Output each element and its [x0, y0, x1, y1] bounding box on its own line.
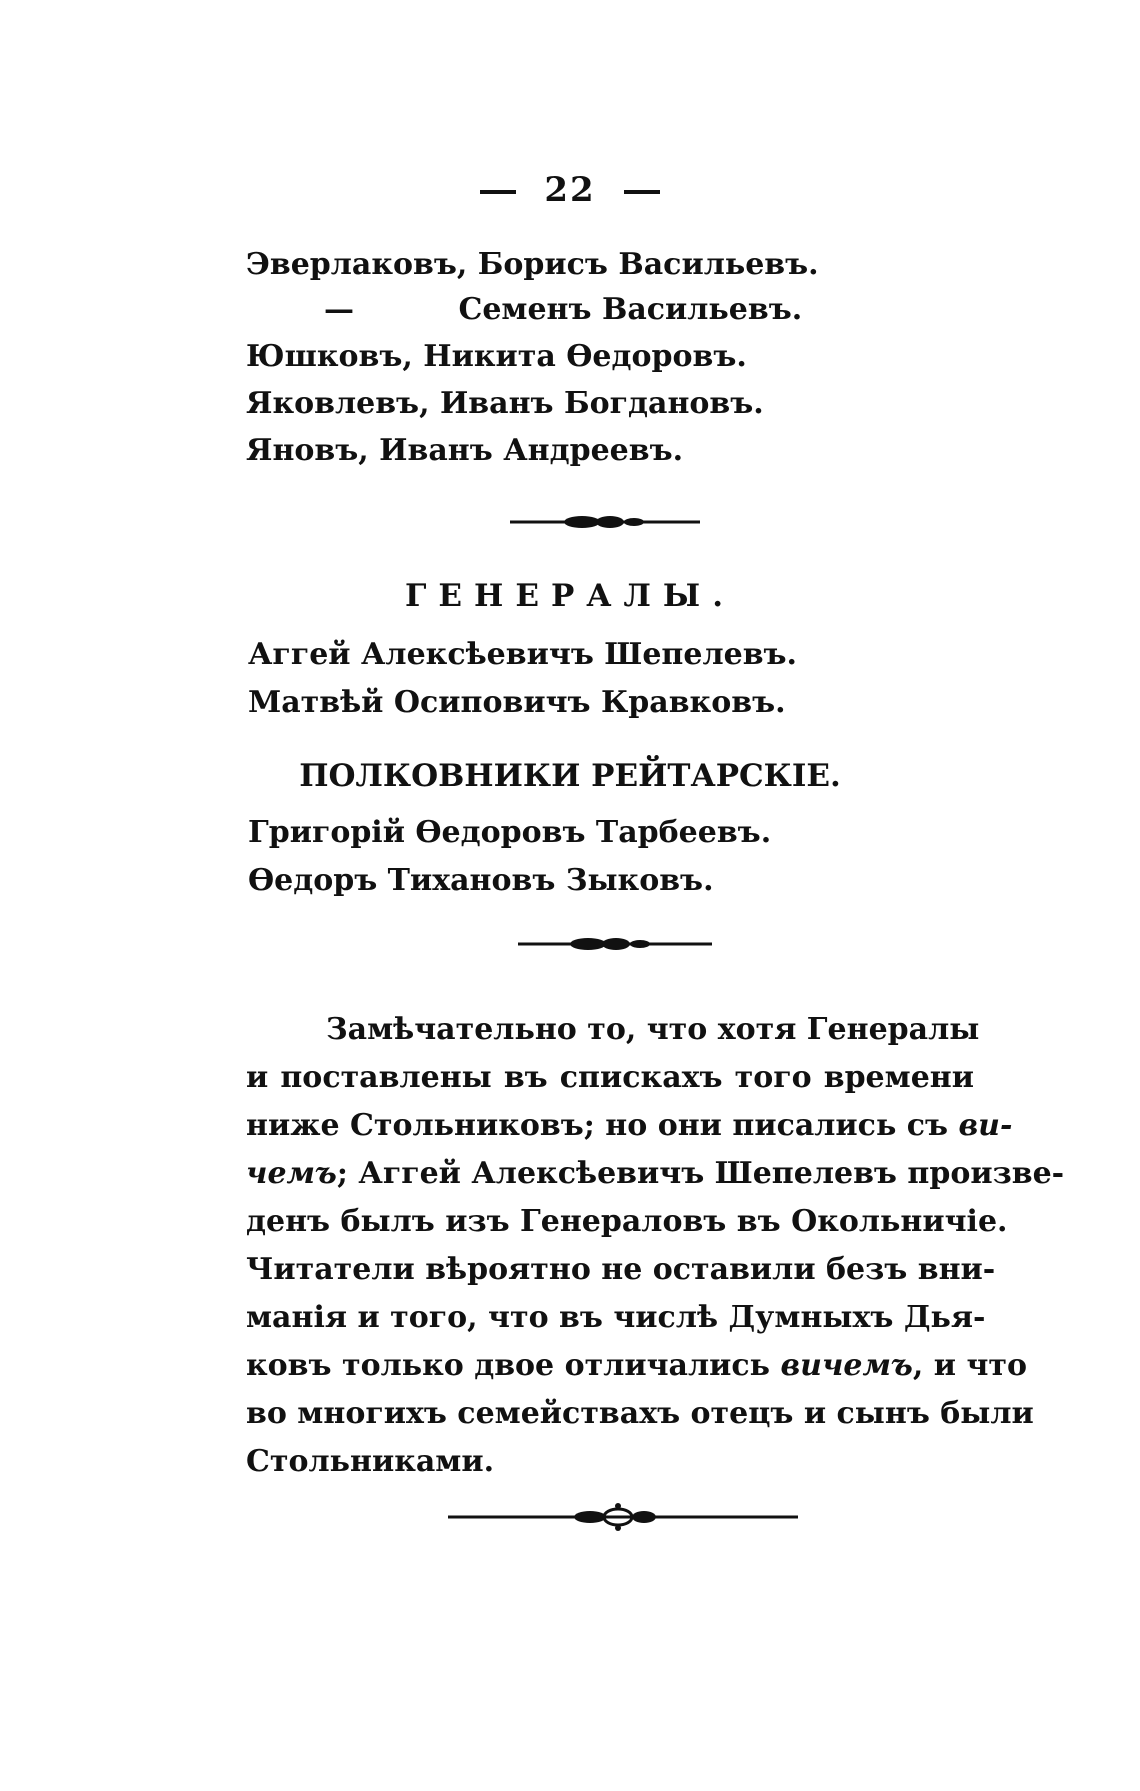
paragraph-line: Читатели вѣроятно не оставили безъ вни-	[246, 1252, 996, 1287]
name-line: Өедоръ Тихановъ Зыковъ.	[248, 863, 714, 898]
name-line: Матвѣй Осиповичъ Кравковъ.	[248, 685, 786, 720]
paragraph-line: чемъ; Аггей Алексѣевичъ Шепелевъ произве-	[246, 1156, 1065, 1191]
name-line: Яковлевъ, Иванъ Богдановъ.	[246, 386, 764, 421]
page-number-text: 22	[544, 170, 596, 210]
section-heading-generals: ГЕНЕРАЛЫ.	[405, 578, 735, 614]
paragraph-line: Стольниками.	[246, 1444, 495, 1479]
name-line: Григорій Өедоровъ Тарбеевъ.	[248, 815, 772, 850]
body-paragraph	[246, 1006, 1065, 1486]
paragraph-line: ковъ только двое отличались вичемъ, и что	[246, 1348, 1027, 1383]
page-number-dash-left	[480, 190, 516, 194]
paragraph-line: во многихъ семействахъ отецъ и сынъ были	[246, 1396, 1034, 1431]
ornament-divider	[0, 512, 1140, 532]
paragraph-line: денъ былъ изъ Генераловъ въ Окольничіе.	[246, 1204, 1008, 1239]
name-line: Аггей Алексѣевичъ Шепелевъ.	[248, 637, 797, 672]
name-line: — Семенъ Васильевъ.	[324, 292, 803, 327]
name-line: Яновъ, Иванъ Андреевъ.	[246, 433, 684, 468]
paragraph-line: Замѣчательно то, что хотя Генералы	[326, 1012, 980, 1047]
page-number-dash-right	[624, 190, 660, 194]
section-heading-colonels: ПОЛКОВНИКИ РЕЙТАРСКІЕ.	[299, 758, 841, 794]
paragraph-line: и поставлены въ спискахъ того времени	[246, 1060, 974, 1095]
name-line: Юшковъ, Никита Өедоровъ.	[246, 339, 747, 374]
page-number	[0, 170, 1140, 210]
ornament-divider	[0, 934, 1140, 954]
paragraph-line: ниже Стольниковъ; но они писались съ ви-	[246, 1108, 1013, 1143]
ornament-divider-final	[0, 1502, 1140, 1532]
paragraph-line: манія и того, что въ числѣ Думныхъ Дья-	[246, 1300, 986, 1335]
name-line: Эверлаковъ, Борисъ Васильевъ.	[246, 247, 819, 282]
